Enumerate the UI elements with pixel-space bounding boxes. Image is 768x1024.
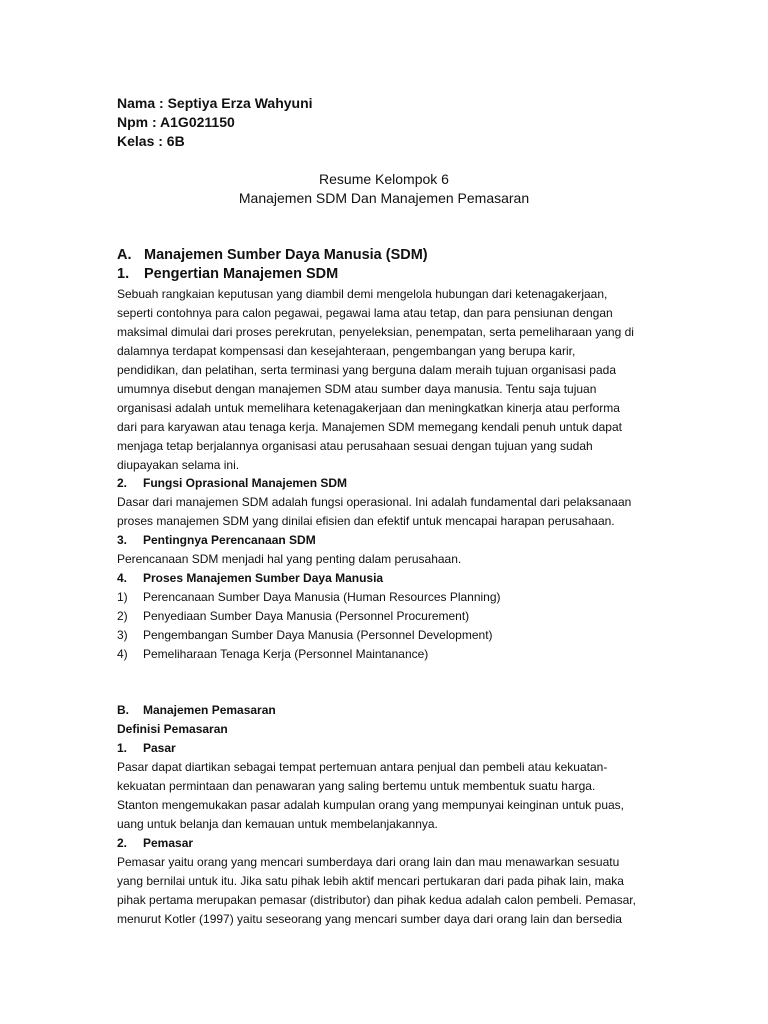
paragraph-line: umumnya disebut dengan manajemen SDM atau sumber daya manusia. Tentu saja tujuan bbox=[117, 382, 597, 396]
paragraph-line: Pasar dapat diartikan sebagai tempat pertemuan antara penjual dan pembeli atau kekuatan- bbox=[117, 760, 608, 774]
paragraph-line: Perencanaan SDM menjadi hal yang penting dalam perusahaan. bbox=[117, 552, 462, 566]
paragraph-line: diupayakan selama ini. bbox=[117, 458, 240, 472]
list-item-number: 3) bbox=[117, 628, 128, 642]
subsection-title: Proses Manajemen Sumber Daya Manusia bbox=[143, 571, 384, 585]
paragraph-line: menurut Kotler (1997) yaitu seseorang yang mencari sumber daya dari orang lain dan bersedia bbox=[117, 912, 622, 926]
definition-heading: Definisi Pemasaran bbox=[117, 722, 228, 736]
student-name: Nama : Septiya Erza Wahyuni bbox=[117, 95, 313, 111]
subsection-title: Fungsi Oprasional Manajemen SDM bbox=[143, 476, 348, 490]
list-item-text: Pemeliharaan Tenaga Kerja (Personnel Maintanance) bbox=[143, 647, 429, 661]
paragraph-line: Sebuah rangkaian keputusan yang diambil demi mengelola hubungan dari ketenagakerjaan, bbox=[117, 287, 608, 301]
student-npm: Npm : A1G021150 bbox=[117, 114, 235, 130]
paragraph-line: dari para karyawan atau tenaga kerja. Manajemen SDM memegang kendali penuh untuk dapat bbox=[117, 420, 622, 434]
list-item-number: 1) bbox=[117, 590, 128, 604]
subsection-number: 4. bbox=[117, 571, 128, 585]
subsection-title: Pemasar bbox=[143, 836, 194, 850]
paragraph-line: pihak pertama merupakan pemasar (distributor) dan pihak kedua adalah calon pembeli. Pemasar, bbox=[117, 893, 636, 907]
list-item-number: 2) bbox=[117, 609, 128, 623]
paragraph-line: dalamnya terdapat kompensasi dan kesejahteraan, pengembangan yang berupa karir, bbox=[117, 344, 576, 358]
paragraph-line: yang bernilai untuk itu. Jika satu pihak lebih aktif mencari pertukaran dari pada pihak lain, maka bbox=[117, 874, 624, 888]
paragraph-line: organisasi adalah untuk memelihara ketenagakerjaan dan meningkatkan kinerja atau performa bbox=[117, 401, 620, 415]
section-b-number: B. bbox=[117, 703, 129, 717]
subsection-title: Pentingnya Perencanaan SDM bbox=[143, 533, 316, 547]
subsection-number: 2. bbox=[117, 836, 128, 850]
subsection-title: Pasar bbox=[143, 741, 176, 755]
paragraph-line: proses manajemen SDM yang dinilai efisien dan efektif untuk mencapai harapan perusahaan. bbox=[117, 514, 615, 528]
document-subtitle: Manajemen SDM Dan Manajemen Pemasaran bbox=[238, 190, 530, 206]
subsection-title: Pengertian Manajemen SDM bbox=[144, 266, 339, 282]
paragraph-line: pendidikan, dan pelatihan, serta terminasi yang berguna dalam meraih tujuan organisasi pada bbox=[117, 363, 616, 377]
section-a-number: A. bbox=[117, 247, 132, 263]
list-item-text: Pengembangan Sumber Daya Manusia (Personnel Development) bbox=[143, 628, 493, 642]
paragraph-line: menjaga tetap berjalannya organisasi atau perusahaan sesuai dengan tujuan yang sudah bbox=[117, 439, 593, 453]
paragraph-line: kekuatan permintaan dan penawaran yang saling bertemu untuk membentuk suatu harga. bbox=[117, 779, 596, 793]
list-item-text: Perencanaan Sumber Daya Manusia (Human Resources Planning) bbox=[143, 590, 501, 604]
student-class: Kelas : 6B bbox=[117, 133, 185, 149]
paragraph-line: Dasar dari manajemen SDM adalah fungsi operasional. Ini adalah fundamental dari pelaksanaan bbox=[117, 495, 632, 509]
section-a-title: Manajemen Sumber Daya Manusia (SDM) bbox=[144, 247, 428, 263]
paragraph-line: seperti contohnya para calon pegawai, pegawai lama atau tetap, dan para pensiunan dengan bbox=[117, 306, 613, 320]
list-item-number: 4) bbox=[117, 647, 128, 661]
subsection-number: 1. bbox=[117, 266, 130, 282]
subsection-number: 3. bbox=[117, 533, 128, 547]
paragraph-line: maksimal dimulai dari proses perekrutan, penyeleksian, penempatan, serta pemeliharaan yang di bbox=[117, 325, 634, 339]
subsection-number: 1. bbox=[117, 741, 128, 755]
section-b-title: Manajemen Pemasaran bbox=[143, 703, 276, 717]
document-title: Resume Kelompok 6 bbox=[319, 171, 449, 187]
paragraph-line: uang untuk belanja dan kemauan untuk membelanjakannya. bbox=[117, 817, 438, 831]
paragraph-line: Stanton mengemukakan pasar adalah kumpulan orang yang mempunyai keinginan untuk puas, bbox=[117, 798, 624, 812]
paragraph-line: Pemasar yaitu orang yang mencari sumberdaya dari orang lain dan mau menawarkan sesuatu bbox=[117, 855, 620, 869]
list-item-text: Penyediaan Sumber Daya Manusia (Personnel Procurement) bbox=[143, 609, 470, 623]
subsection-number: 2. bbox=[117, 476, 128, 490]
